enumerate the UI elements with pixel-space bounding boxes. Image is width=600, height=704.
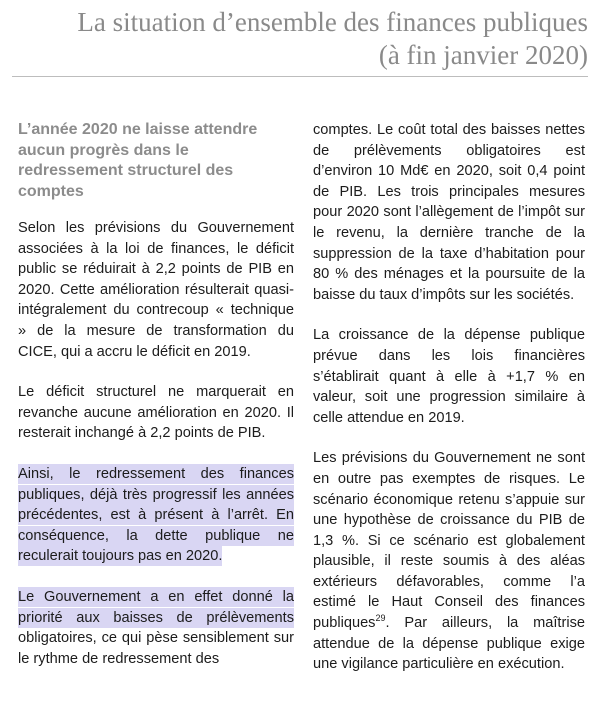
highlighted-text-partial: Le Gouvernement a en effet donné la priorité aux baisses de prélèvements xyxy=(18,588,294,626)
paragraph-tax-priority xyxy=(18,587,294,669)
paragraph-deficit-forecast: Selon les prévisions du Gouvernement associées à la loi de finances, le déficit public se réduirait à 2,2 points de PIB en 2020. Cette amélioration résulterait quasi-intégralement du contrecoup « technique » de la mesure de transformation du CICE, qui a accru le déficit en 2019. xyxy=(18,220,294,360)
page-title-line2: (à fin janvier 2020) xyxy=(378,40,588,70)
paragraph-tax-cuts-cost: comptes. Le coût total des baisses nettes de prélèvements obligatoires est d’environ 10 Md€ en 2020, soit 0,4 point de PIB. Les trois principales mesures pour 2020 sont l’allègement de l’impôt sur le revenu, la dernière tranche de la suppression de la taxe d’habitation pour 80 % des ménages et la poursuite de la baisse du taux d’impôts sur les sociétés. xyxy=(313,122,585,303)
section-subheading: L’année 2020 ne laisse attendre aucun progrès dans le redressement structurel des comptes xyxy=(18,121,258,200)
paragraph-structural-deficit: Le déficit structurel ne marquerait en revanche aucune amélioration en 2020. Il resterait inchangé à 2,2 points de PIB. xyxy=(18,384,294,442)
footnote-marker: 29 xyxy=(375,613,386,624)
paragraph-highlighted-conclusion xyxy=(18,464,294,567)
right-column xyxy=(313,120,585,695)
title-divider xyxy=(12,76,588,77)
paragraph-spending-growth: La croissance de la dépense publique prévue dans les lois financières s’établirait quant à elle à +1,7 % en valeur, soit une progression similaire à celle attendue en 2019. xyxy=(313,327,585,426)
highlighted-text: Ainsi, le redressement des finances publiques, déjà très progressif les années précédentes, est à présent à l’arrêt. En conséquence, la dette publique ne reculerait toujours pas en 2020. xyxy=(18,465,294,565)
page-title-line1: La situation d’ensemble des finances publiques xyxy=(77,7,588,37)
paragraph-tax-priority-rest: obligatoires, ce qui pèse sensiblement sur le rythme de redressement des xyxy=(18,630,294,667)
page-title xyxy=(12,6,588,72)
paragraph-risks-end: . Par ailleurs, la maîtrise attendue de la dépense publique exige une vigilance particulière en exécution. xyxy=(313,615,585,673)
paragraph-risks xyxy=(313,448,585,675)
left-column xyxy=(18,120,294,689)
paragraph-risks-text: Les prévisions du Gouvernement ne sont en outre pas exemptes de risques. Le scénario économique retenu s’appuie sur une hypothèse de croissance du PIB de 1,3 %. Si ce scénario est globalement plausible, il reste soumis à des aléas extérieurs défavorables, comme l’a estimé le Haut Conseil des finances publiques xyxy=(313,450,585,632)
